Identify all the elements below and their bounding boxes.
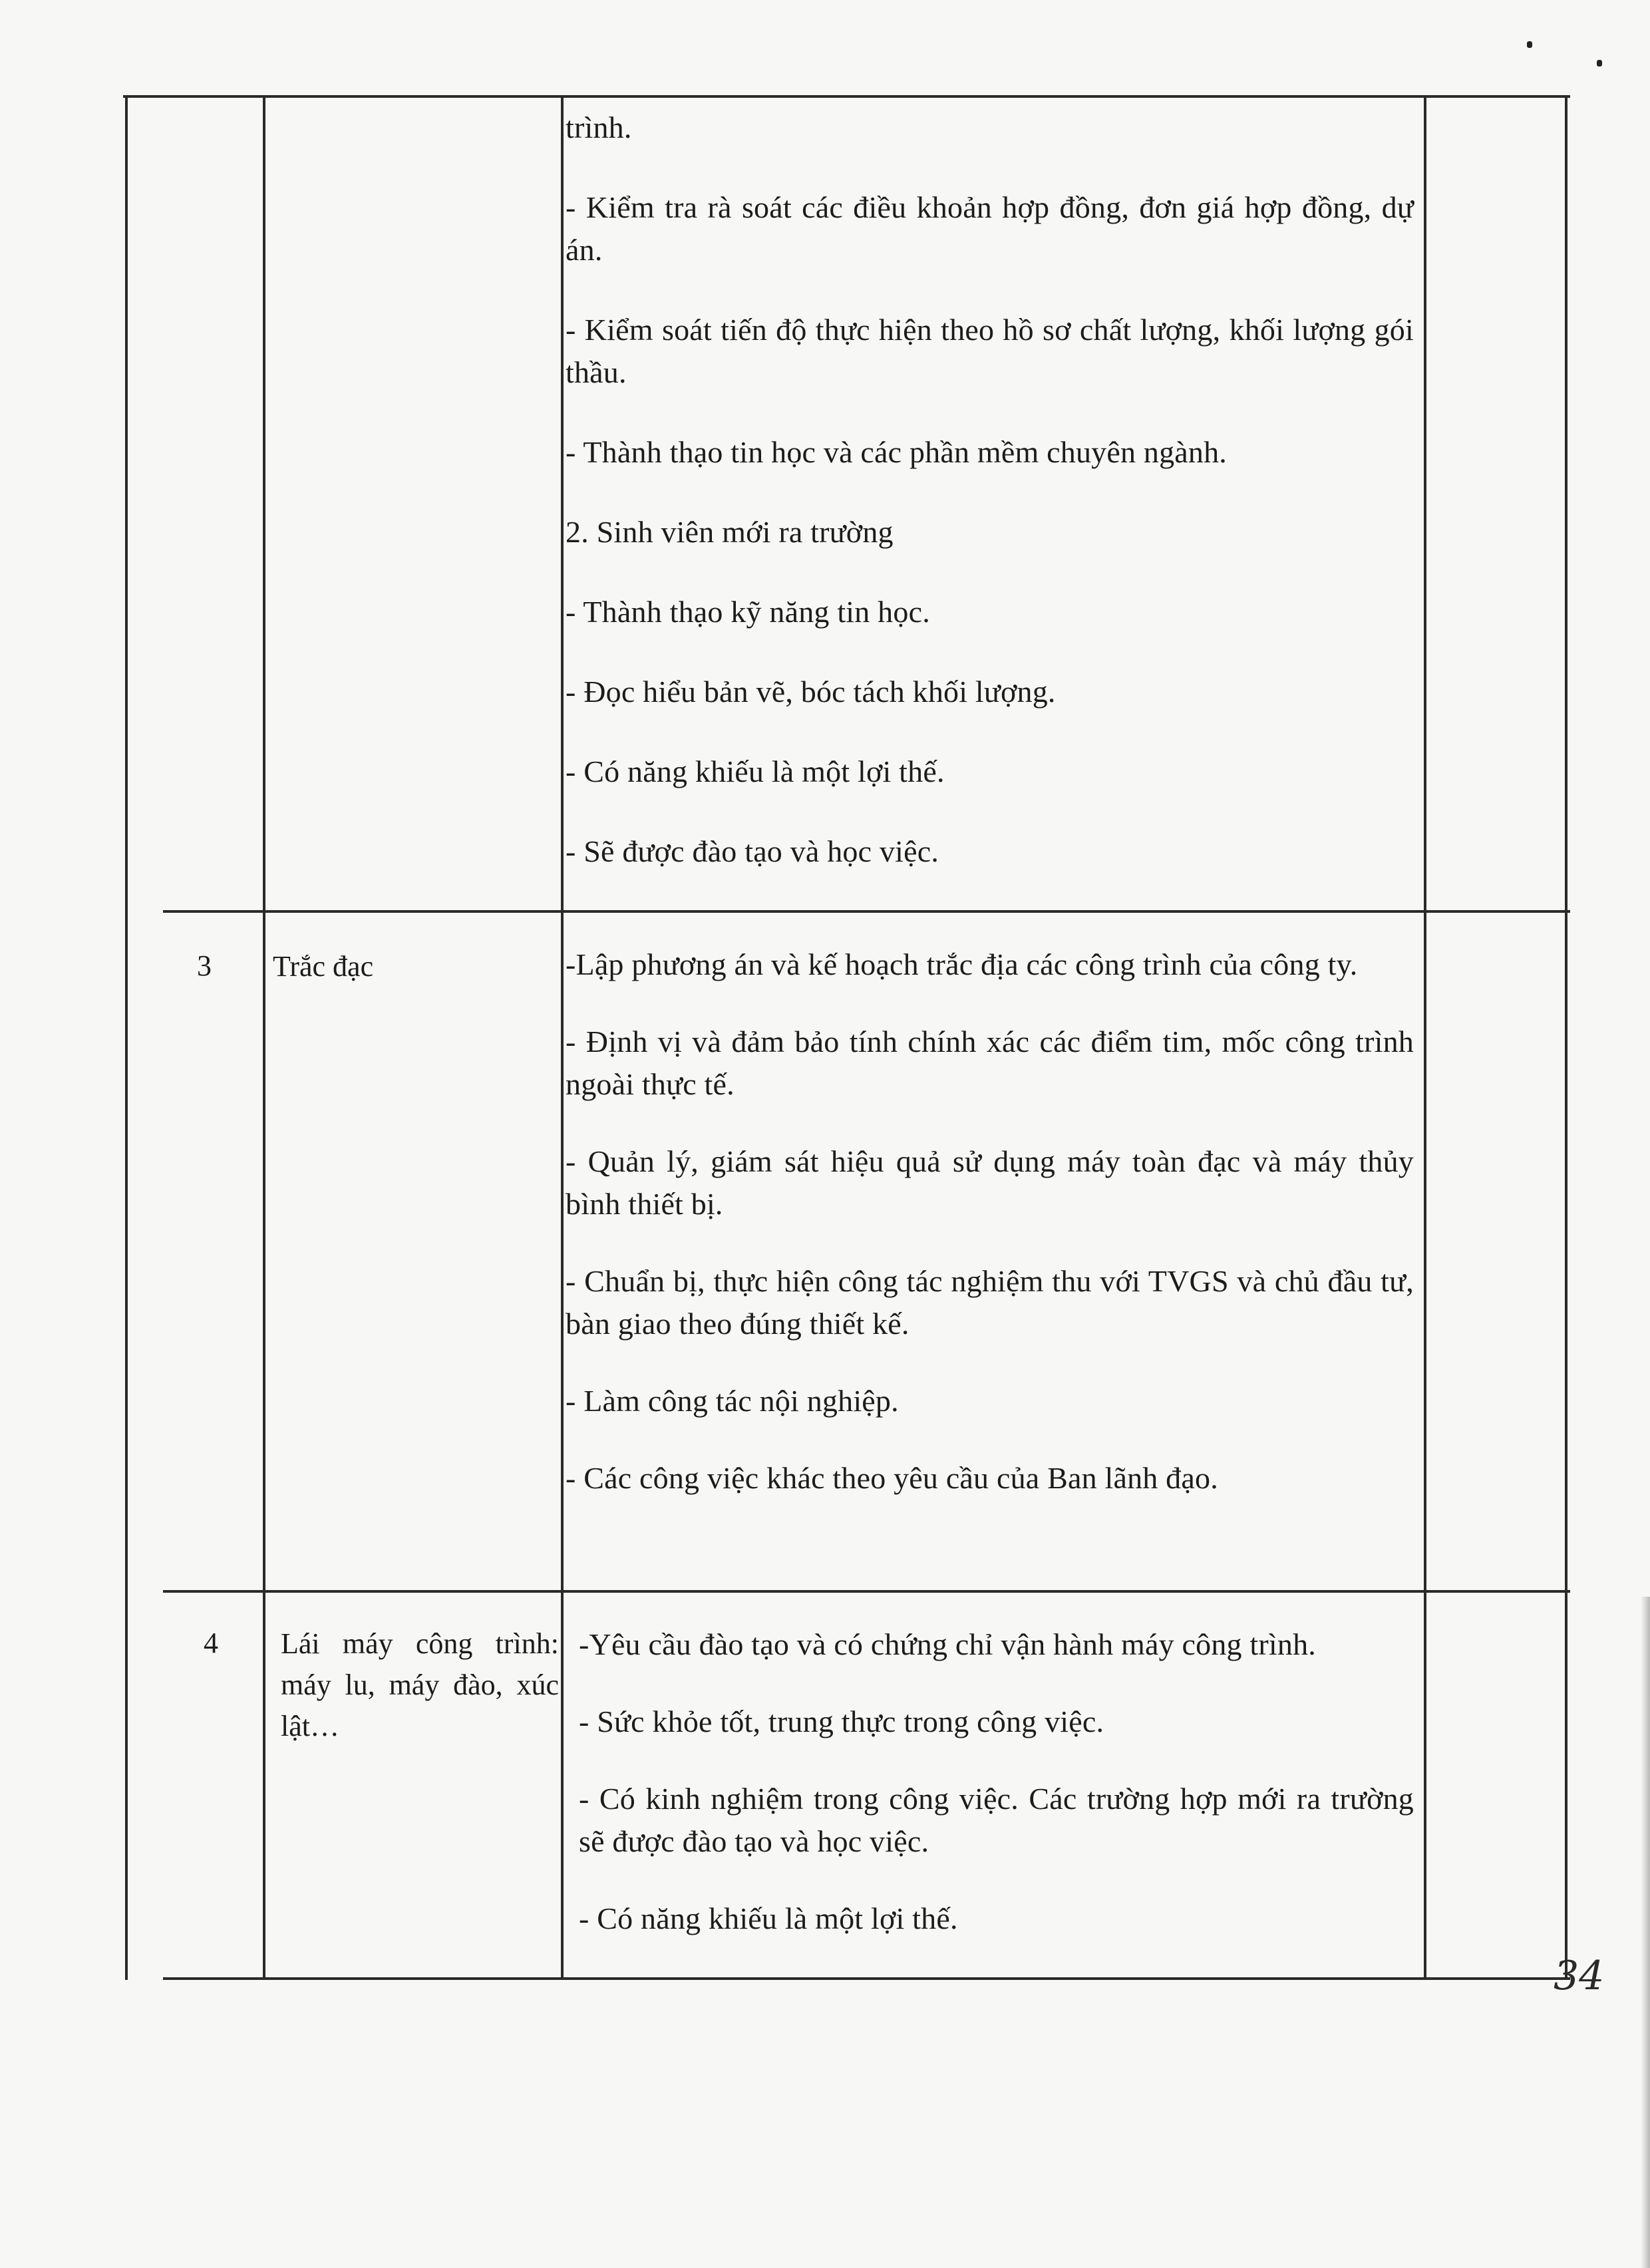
scan-speck xyxy=(1527,41,1532,48)
position-title: Lái máy công trình: máy lu, máy đào, xúc lật… xyxy=(281,1627,559,1742)
content-paragraph: - Sức khỏe tốt, trung thực trong công việc. xyxy=(579,1704,1104,1738)
content-paragraph: 2. Sinh viên mới ra trường xyxy=(566,515,894,549)
row3-content xyxy=(566,943,1414,1500)
content-paragraph: - Sẽ được đào tạo và học việc. xyxy=(566,834,939,868)
content-paragraph: -Lập phương án và kế hoạch trắc địa các công trình của công ty. xyxy=(566,947,1358,981)
row4-content xyxy=(579,1623,1414,1940)
scan-speck xyxy=(1597,60,1602,67)
content-paragraph: - Có năng khiếu là một lợi thế. xyxy=(579,1901,958,1935)
column-divider-2 xyxy=(561,95,564,1980)
content-paragraph: - Có năng khiếu là một lợi thế. xyxy=(566,754,945,788)
content-paragraph: - Kiểm soát tiến độ thực hiện theo hồ sơ chất lượng, khối lượng gói thầu. xyxy=(566,313,1414,389)
content-paragraph: - Kiểm tra rà soát các điều khoản hợp đồng, đơn giá hợp đồng, dự án. xyxy=(566,190,1414,267)
content-paragraph: - Thành thạo kỹ năng tin học. xyxy=(566,595,930,629)
continued-row-content xyxy=(566,106,1414,873)
handwritten-page-mark: 34 xyxy=(1554,1953,1605,1999)
position-title: Trắc đạc xyxy=(273,950,374,983)
table-right-border xyxy=(1565,95,1568,1980)
content-paragraph: - Đọc hiểu bản vẽ, bóc tách khối lượng. xyxy=(566,675,1056,709)
scan-edge-shadow xyxy=(1641,1597,1650,2268)
row-number: 4 xyxy=(204,1627,218,1659)
content-paragraph: - Có kinh nghiệm trong công việc. Các trường hợp mới ra trường sẽ được đào tạo và học việc. xyxy=(579,1782,1414,1858)
row-divider-3 xyxy=(163,910,1570,913)
table-top-border xyxy=(123,95,1570,98)
content-paragraph: - Định vị và đảm bảo tính chính xác các điểm tim, mốc công trình ngoài thực tế. xyxy=(566,1025,1414,1101)
column-divider-3 xyxy=(1424,95,1426,1980)
content-paragraph: - Chuẩn bị, thực hiện công tác nghiệm thu với TVGS và chủ đầu tư, bàn giao theo đúng thiết kế. xyxy=(566,1264,1414,1341)
content-paragraph: - Làm công tác nội nghiệp. xyxy=(566,1384,899,1418)
content-paragraph: -Yêu cầu đào tạo và có chứng chỉ vận hành máy công trình. xyxy=(579,1627,1317,1661)
table-bottom-border xyxy=(163,1977,1570,1980)
row-number: 3 xyxy=(197,949,212,982)
content-paragraph: - Các công việc khác theo yêu cầu của Ban lãnh đạo. xyxy=(566,1461,1218,1495)
content-paragraph: - Thành thạo tin học và các phần mềm chuyên ngành. xyxy=(566,435,1227,469)
content-paragraph: - Quản lý, giám sát hiệu quả sử dụng máy toàn đạc và máy thủy bình thiết bị. xyxy=(566,1144,1414,1221)
row-divider-4 xyxy=(163,1590,1570,1593)
content-paragraph: trình. xyxy=(566,110,632,144)
table-left-border xyxy=(125,95,128,1980)
column-divider-1 xyxy=(263,95,265,1980)
